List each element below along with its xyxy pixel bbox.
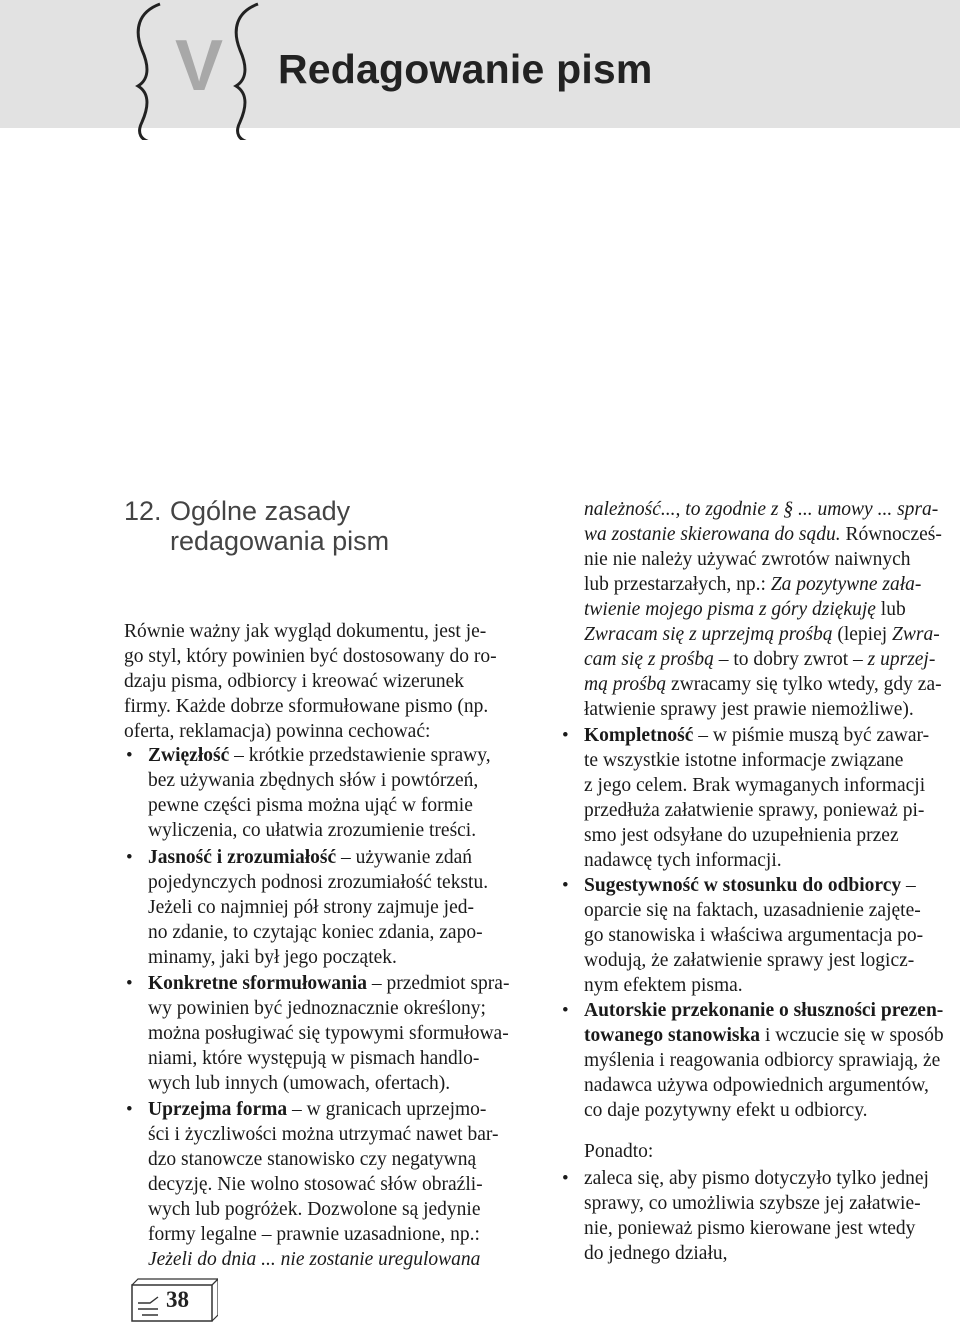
list-item-line: nadawcę tych informacji. xyxy=(584,850,782,871)
list-item-line: nadawca używa odpowiednich argumentów, xyxy=(584,1075,929,1096)
bullet-marker: • xyxy=(126,745,133,766)
text-span: Równocześ- xyxy=(840,524,942,545)
italic-example: cam się z prośbą xyxy=(584,649,714,670)
bullet-marker: • xyxy=(126,1099,133,1120)
list-item-line: formy legalne – prawnie uzasadnione, np.: xyxy=(148,1224,480,1245)
list-item-text: – krótkie przedstawienie sprawy, xyxy=(229,745,491,766)
italic-example: mą prośbą xyxy=(584,674,667,695)
italic-example: należność..., to zgodnie z § ... umowy ... spra- xyxy=(584,499,939,520)
list-item-line xyxy=(148,1248,480,1272)
list-item-line: minamy, jaki był jego początek. xyxy=(148,947,397,968)
chapter-title: Redagowanie pism xyxy=(278,46,653,92)
list-item-line: wodują, że załatwienie sprawy jest logicz- xyxy=(584,950,915,971)
list-item xyxy=(584,724,929,748)
italic-example: Za pozytywne zała- xyxy=(770,574,922,595)
list-item-line: z jego celem. Brak wymaganych informacji xyxy=(584,775,926,796)
list-item-text: – w piśmie muszą być zawar- xyxy=(693,725,930,746)
paragraph-line xyxy=(584,598,906,622)
paragraph-line: oferta, reklamacja) powinna cechować: xyxy=(124,721,431,742)
list-item-line xyxy=(584,1024,944,1048)
text-span: zwracamy się tylko wtedy, gdy za- xyxy=(666,674,942,695)
list-item-line: sprawy, co umożliwia szybsze jej załatwie- xyxy=(584,1193,921,1214)
list-item-line: te wszystkie istotne informacje związane xyxy=(584,750,904,771)
italic-example: wa zostanie skierowana do sądu. xyxy=(584,524,841,545)
list-item-line: pewne części pisma można ująć w formie xyxy=(148,795,473,816)
bullet-marker: • xyxy=(562,725,569,746)
list-item-text: – xyxy=(901,875,916,896)
paragraph-line: nie nie należy używać zwrotów naiwnych xyxy=(584,549,911,570)
italic-example: z uprzej- xyxy=(867,649,936,670)
text-span: (lepiej xyxy=(832,624,893,645)
list-item-line: wyliczenia, co ułatwia zrozumienie treści. xyxy=(148,820,477,841)
list-item-line: wych lub pogróżek. Dozwolone są jedynie xyxy=(148,1199,481,1220)
list-item-line: no zdanie, to czytając koniec zdania, zapo- xyxy=(148,922,483,943)
list-item-line: bez używania zbędnych słów i powtórzeń, xyxy=(148,770,479,791)
section-title-line2: redagowania pism xyxy=(170,526,390,556)
list-item-line: co daje pozytywny efekt u odbiorcy. xyxy=(584,1100,868,1121)
list-item xyxy=(148,1098,486,1122)
list-item-term: Uprzejma forma xyxy=(148,1099,288,1120)
list-item xyxy=(148,972,509,996)
list-item-term: Kompletność xyxy=(584,725,694,746)
bullet-marker: • xyxy=(126,847,133,868)
chapter-numeral: V xyxy=(174,26,224,106)
section-number: 12. xyxy=(124,496,162,526)
italic-example: Jeżeli do dnia ... nie zostanie uregulowana xyxy=(148,1249,481,1270)
list-item xyxy=(584,999,943,1023)
list-item-line: ści i życzliwości można utrzymać nawet bar- xyxy=(148,1124,499,1145)
list-item-term: Zwięzłość xyxy=(148,745,230,766)
list-item-line: Jeżeli co najmniej pół strony zajmuje jed- xyxy=(148,897,474,918)
list-item-term: towanego stanowiska xyxy=(584,1025,761,1046)
bullet-marker: • xyxy=(562,875,569,896)
list-item-line: nym efektem pisma. xyxy=(584,975,743,996)
list-item xyxy=(584,874,916,898)
paragraph-line: firmy. Każde dobrze sformułowane pismo (np. xyxy=(124,696,489,717)
list-item: zaleca się, aby pismo dotyczyło tylko jednej xyxy=(584,1168,929,1189)
paragraph-line: łatwienie sprawy jest prawie niemożliwe). xyxy=(584,699,914,720)
paragraph-line xyxy=(584,648,935,672)
paragraph-line: Równie ważny jak wygląd dokumentu, jest je- xyxy=(124,621,487,642)
section-title-line1: Ogólne zasady xyxy=(170,496,351,526)
italic-example: Zwra- xyxy=(892,624,940,645)
list-item-line: do jednego działu, xyxy=(584,1243,728,1264)
bullet-marker: • xyxy=(562,1000,569,1021)
list-item-text: – używanie zdań xyxy=(336,847,473,868)
paragraph-line: go styl, który powinien być dostosowany do ro- xyxy=(124,646,497,667)
list-item-line: dzo stanowcze stanowisko czy negatywną xyxy=(148,1149,477,1170)
list-item-line: można posługiwać się typowymi sformułowa- xyxy=(148,1023,509,1044)
page-number: 38 xyxy=(166,1287,189,1312)
italic-example: twienie mojego pisma z góry dziękuję xyxy=(584,599,876,620)
paragraph-line xyxy=(584,673,942,697)
paragraph-line xyxy=(584,498,938,522)
paragraph-line: dzaju pisma, odbiorcy i kreować wizerunek xyxy=(124,671,465,692)
paragraph-line xyxy=(584,623,940,647)
list-item-line: pojedynczych podnosi zrozumiałość tekstu. xyxy=(148,872,489,893)
list-item-term: Jasność i zrozumiałość xyxy=(148,847,337,868)
paragraph-line xyxy=(584,573,921,597)
text-span: lub xyxy=(875,599,906,620)
list-item-line: decyzję. Nie wolno stosować słów obraźli- xyxy=(148,1174,483,1195)
list-item-line: wy powinien być jednoznacznie określony; xyxy=(148,998,486,1019)
list-item xyxy=(148,846,472,870)
paragraph-line xyxy=(584,523,942,547)
italic-example: Zwracam się z uprzejmą prośbą xyxy=(584,624,833,645)
list-item-term: Konkretne sformułowania xyxy=(148,973,368,994)
text-span: – to dobry zwrot – xyxy=(713,649,868,670)
bullet-marker: • xyxy=(562,1168,569,1189)
text-span: lub przestarzałych, np.: xyxy=(584,574,771,595)
paragraph-line: Ponadto: xyxy=(584,1141,654,1162)
list-item xyxy=(148,744,491,768)
list-item-term: Sugestywność w stosunku do odbiorcy xyxy=(584,875,902,896)
list-item-line: smo jest odsyłane do uzupełnienia przez xyxy=(584,825,899,846)
list-item-line: przedłuża załatwienie sprawy, ponieważ pi- xyxy=(584,800,925,821)
list-item-line: myślenia i reagowania odbiorcy sprawiają, że xyxy=(584,1050,941,1071)
list-item-text: – przedmiot spra- xyxy=(367,973,510,994)
list-item-line: go stanowiska i właściwa argumentacja po- xyxy=(584,925,924,946)
list-item-text: i wczucie się w sposób xyxy=(760,1025,944,1046)
list-item-line: wych lub innych (umowach, ofertach). xyxy=(148,1073,451,1094)
list-item-text: – w granicach uprzejmo- xyxy=(287,1099,487,1120)
list-item-term: Autorskie przekonanie o słuszności prezen- xyxy=(584,1000,944,1021)
bullet-marker: • xyxy=(126,973,133,994)
list-item-line: nie, ponieważ pismo kierowane jest wtedy xyxy=(584,1218,916,1239)
list-item-line: niami, które występują w pismach handlo- xyxy=(148,1048,480,1069)
list-item-line: oparcie się na faktach, uzasadnienie zajęte- xyxy=(584,900,921,921)
